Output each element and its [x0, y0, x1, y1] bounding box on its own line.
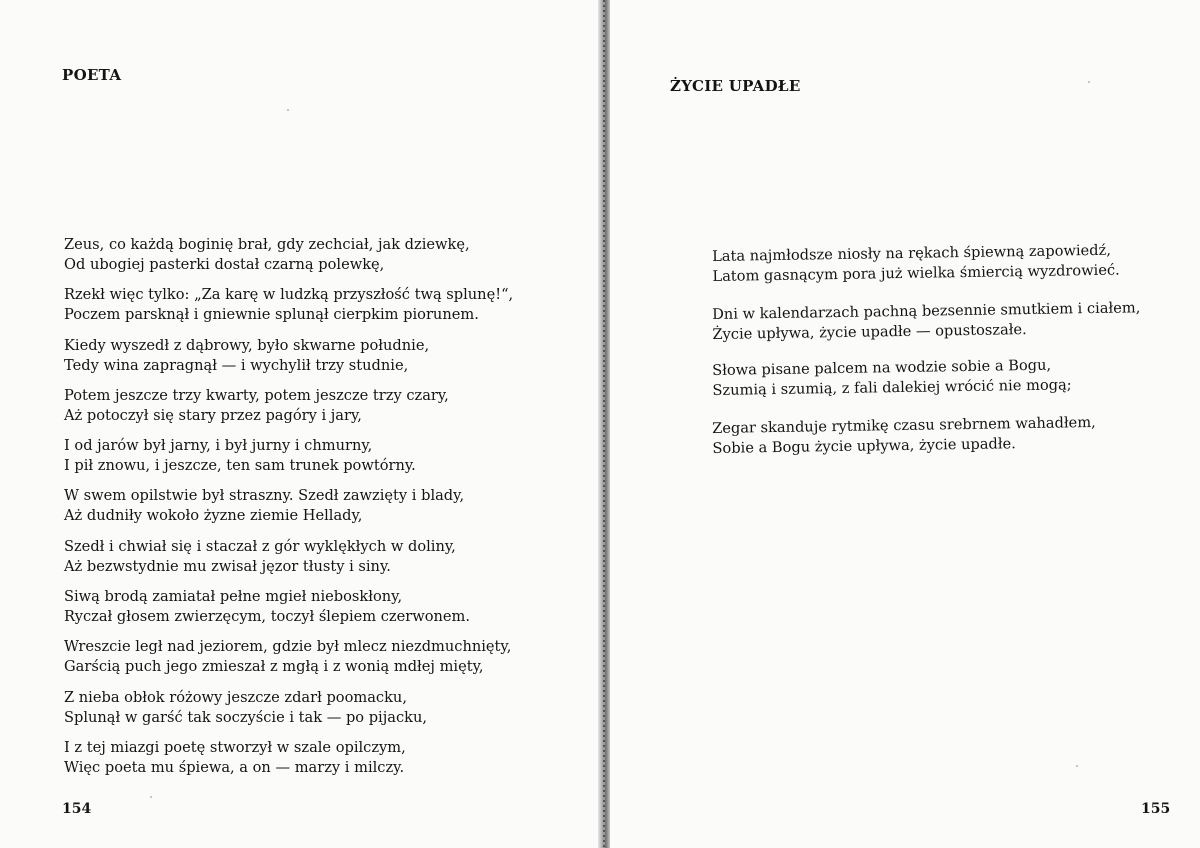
- verse-line: I z tej miazgi poetę stworzył w szale opilczym,: [64, 739, 406, 756]
- verse-line: Garścią puch jego zmieszał z mgłą i z wonią mdłej mięty,: [64, 658, 484, 675]
- verse-line: Aż dudniły wokoło żyzne ziemie Hellady,: [64, 507, 363, 524]
- verse-line: Szumią i szumią, z fali dalekiej wrócić nie mogą;: [712, 376, 1072, 399]
- page-number: 154: [62, 801, 92, 817]
- verse-line: Tedy wina zapragnął — i wychylił trzy studnie,: [64, 357, 409, 374]
- page-number: 155: [1141, 801, 1171, 817]
- verse-line: Zegar skanduje rytmikę czasu srebrnem wahadłem,: [712, 413, 1096, 437]
- paper-speck: [287, 109, 289, 111]
- verse-line: Z nieba obłok różowy jeszcze zdarł poomacku,: [64, 689, 407, 706]
- stanza: [64, 637, 511, 677]
- verse-line: Lata najmłodsze niosły na rękach śpiewną zapowiedź,: [712, 241, 1112, 265]
- verse-line: Zeus, co każdą boginię brał, gdy zechciał, jak dziewkę,: [64, 236, 470, 253]
- verse-line: Kiedy wyszedł z dąbrowy, było skwarne południe,: [64, 337, 430, 354]
- paper-speck: [1088, 81, 1090, 83]
- stanza: [64, 738, 406, 778]
- right-page: [610, 0, 1200, 848]
- verse-line: Sobie a Bogu życie upływa, życie upadłe.: [712, 435, 1016, 457]
- stanza: [712, 413, 1096, 459]
- stanza: [64, 537, 456, 577]
- poem-title: ŻYCIE UPADŁE: [670, 77, 801, 95]
- verse-line: W swem opilstwie był straszny. Szedł zawzięty i blady,: [64, 487, 465, 504]
- verse-line: Dni w kalendarzach pachną bezsennie smutkiem i ciałem,: [712, 299, 1141, 323]
- verse-line: Rzekł więc tylko: „Za karę w ludzką przyszłość twą splunę!“,: [64, 286, 514, 303]
- verse-line: Słowa pisane palcem na wodzie sobie a Bogu,: [712, 356, 1052, 379]
- verse-line: Latom gasnącym pora już wielka śmiercią wyzdrowieć.: [712, 261, 1120, 285]
- verse-line: Poczem parsknął i gniewnie splunął cierpkim piorunem.: [64, 306, 479, 323]
- verse-line: Wreszcie legł nad jeziorem, gdzie był mlecz niezdmuchnięty,: [64, 638, 512, 655]
- verse-line: Aż potoczył się stary przez pagóry i jary,: [64, 407, 362, 424]
- stanza: [712, 298, 1141, 345]
- verse-line: Ryczał głosem zwierzęcym, toczył ślepiem czerwonem.: [64, 608, 471, 625]
- stanza: [64, 386, 449, 426]
- verse-line: Szedł i chwiał się i staczał z gór wyklękłych w doliny,: [64, 538, 456, 555]
- verse-line: I od jarów był jarny, i był jurny i chmurny,: [64, 437, 373, 454]
- verse-line: Życie upływa, życie upadłe — opustoszałe.: [712, 321, 1027, 343]
- verse-line: Więc poeta mu śpiewa, a on — marzy i milczy.: [64, 759, 405, 776]
- verse-line: I pił znowu, i jeszcze, ten sam trunek powtórny.: [64, 457, 416, 474]
- verse-line: Aż bezwstydnie mu zwisał jęzor tłusty i siny.: [64, 558, 391, 575]
- stanza: [64, 336, 429, 376]
- poem-title: POETA: [62, 66, 122, 84]
- verse-line: Od ubogiej pasterki dostał czarną polewkę,: [64, 256, 385, 273]
- verse-line: Potem jeszcze trzy kwarty, potem jeszcze trzy czary,: [64, 387, 449, 404]
- stanza: [64, 688, 427, 728]
- stanza: [64, 587, 470, 627]
- verse-line: Siwą brodą zamiatał pełne mgieł nieboskłony,: [64, 588, 403, 605]
- stanza: [712, 241, 1120, 287]
- stanza: [712, 355, 1072, 401]
- stanza: [64, 436, 416, 476]
- stanza: [64, 235, 470, 275]
- stanza: [64, 486, 464, 526]
- stanza: [64, 285, 513, 325]
- verse-line: Splunął w garść tak soczyście i tak — po pijacku,: [64, 709, 428, 726]
- paper-speck: [1076, 765, 1078, 767]
- paper-speck: [150, 796, 152, 798]
